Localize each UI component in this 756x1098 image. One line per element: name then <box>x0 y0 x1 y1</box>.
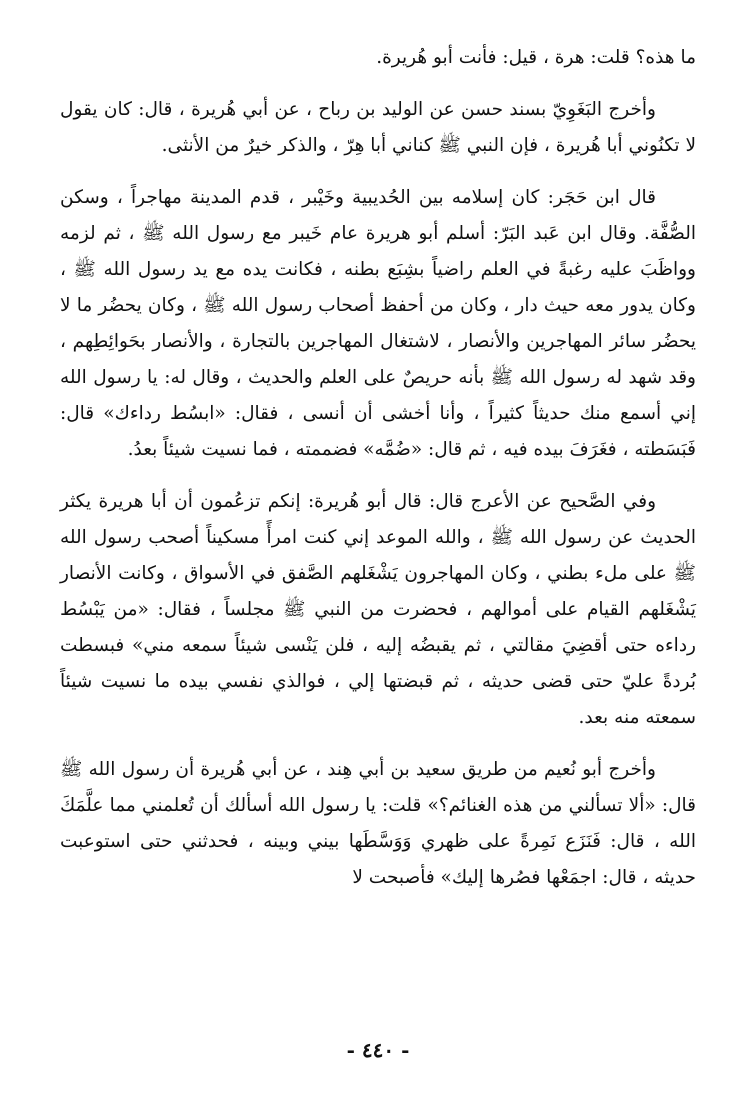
book-page <box>60 40 696 1080</box>
paragraph-sahih-araj: وفي الصَّحيح عن الأعرج قال: قال أبو هُريرة: إنكم تزعُمون أن أبا هريرة يكثر الحديث عن رسول الله ﷺ ، والله الموعد إني كنت امرأً مسكيناً أصحب رسول الله ﷺ على ملء بطني ، وكان المهاجرون يَشْغَلهم الصَّفق في الأسواق ، وكانت الأنصار يَشْغَلهم القيام على أموالهم ، فحضرت من النبي ﷺ مجلساً ، فقال: «من يَبْسُط رداءه حتى أقضِيَ مقالتي ، ثم يقبضُه إليه ، فلن يَنْسى شيئاً سمعه مني» فبسطت بُردةً عليّ حتى قضى حديثه ، ثم قبضتها إلي ، فوالذي نفسي بيده ما نسيت شيئاً سمعته منه بعد. <box>60 491 696 728</box>
paragraph-abu-nuaym: وأخرج أبو نُعيم من طريق سعيد بن أبي هِند ، عن أبي هُريرة أن رسول الله ﷺ قال: «ألا تسألني من هذه الغنائم؟» قلت: يا رسول الله أسألك أن تُعلمني مما علَّمَكَ الله ، قال: فَنَزَع نَمِرةً على ظهري وَوَسَّطَها بيني وبينه ، فحدثني حتى استوعبت حديثه ، قال: اجمَعْها فصُرها إليك» فأصبحت لا <box>60 759 696 888</box>
paragraph-continuation: ما هذه؟ قلت: هرة ، قيل: فأنت أبو هُريرة. <box>376 47 696 68</box>
paragraph-ibn-hajar: قال ابن حَجَر: كان إسلامه بين الحُديبية وخَيْبر ، قدم المدينة مهاجراً ، وسكن الصُّفَّة. وقال ابن عَبد البَرّ: أسلم أبو هريرة عام خَيبر مع رسول الله ﷺ ، ثم لزمه وواظَبَ عليه رغبةً في العلم راضياً بشِبَع بطنه ، فكانت يده مع يد رسول الله ﷺ ، وكان يدور معه حيث دار ، وكان من أحفظ أصحاب رسول الله ﷺ ، وكان يحضُر ما لا يحضُر سائر المهاجرين والأنصار ، لاشتغال المهاجرين بالتجارة ، والأنصار بحَوائِطِهم ، وقد شهد له رسول الله ﷺ بأنه حريصٌ على العلم والحديث ، وقال له: يا رسول الله إني أسمع منك حديثاً كثيراً ، وأنا أخشى أن أنسى ، فقال: «ابسُط رداءك» قال: فَبَسَطته ، فغَرَفَ بيده فيه ، ثم قال: «ضُمَّه» فضممته ، فما نسيت شيئاً بعدُ. <box>60 187 696 460</box>
paragraph-baghawi: وأخرج البَغَوِيّ بسند حسن عن الوليد بن رباح ، عن أبي هُريرة ، قال: كان يقول لا تكنُوني أبا هُريرة ، فإن النبي ﷺ كناني أبا هِرّ ، والذكر خيرٌ من الأنثى. <box>60 99 696 156</box>
page-number: - ٤٤٠ - <box>346 1038 410 1062</box>
